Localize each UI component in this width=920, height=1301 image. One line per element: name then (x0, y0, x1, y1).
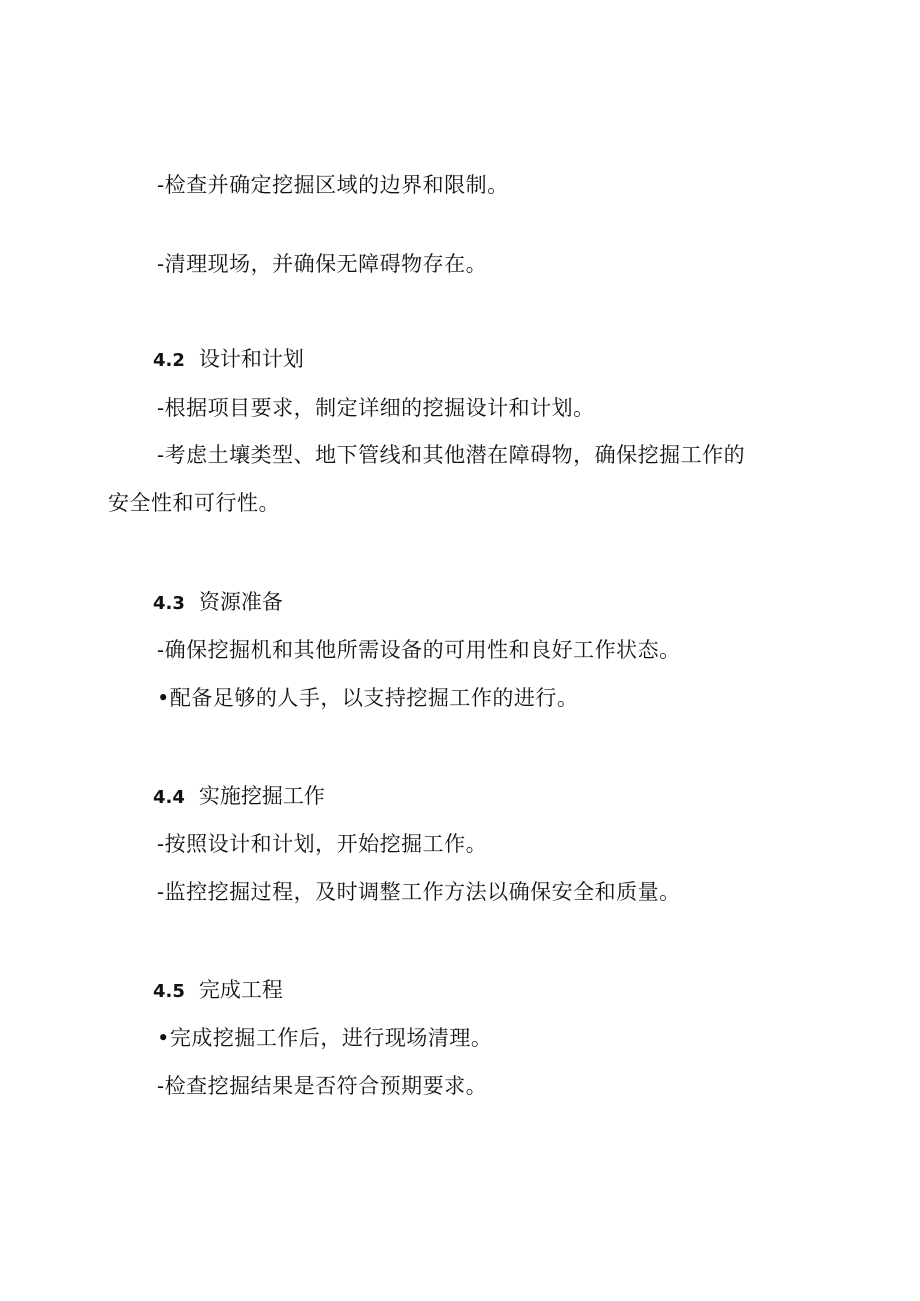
section-heading-4-4 (153, 781, 325, 813)
section-title: 资源准备 (198, 590, 283, 614)
section-4-2-item-1: -根据项目要求，制定详细的挖掘设计和计划。 (157, 396, 595, 420)
section-number: 4.4 (153, 787, 185, 808)
section-heading-4-3 (153, 587, 283, 619)
section-4-5-item-2: -检查挖掘结果是否符合预期要求。 (157, 1074, 488, 1098)
section-title: 完成工程 (198, 978, 283, 1002)
section-4-4-item-2: -监控挖掘过程，及时调整工作方法以确保安全和质量。 (157, 880, 681, 904)
section-heading-4-2 (153, 344, 304, 376)
section-4-4-item-1: -按照设计和计划，开始挖掘工作。 (157, 832, 488, 856)
section-heading-4-5 (153, 975, 283, 1007)
section-4-3-item-2: •配备足够的人手，以支持挖掘工作的进行。 (157, 686, 579, 710)
section-4-2-item-2: -考虑土壤类型、地下管线和其他潜在障碍物，确保挖掘工作的 (157, 443, 746, 467)
section-4-2-item-2-continued: 安全性和可行性。 (108, 491, 280, 515)
intro-line-2: -清理现场，并确保无障碍物存在。 (157, 252, 488, 276)
section-4-3-item-1: -确保挖掘机和其他所需设备的可用性和良好工作状态。 (157, 638, 681, 662)
section-number: 4.2 (153, 350, 185, 371)
intro-line-1: -检查并确定挖掘区域的边界和限制。 (157, 173, 509, 197)
section-number: 4.5 (153, 981, 185, 1002)
section-4-5-item-1: •完成挖掘工作后，进行现场清理。 (157, 1026, 493, 1050)
section-title: 设计和计划 (198, 347, 304, 371)
section-number: 4.3 (153, 593, 185, 614)
section-title: 实施挖掘工作 (198, 784, 325, 808)
